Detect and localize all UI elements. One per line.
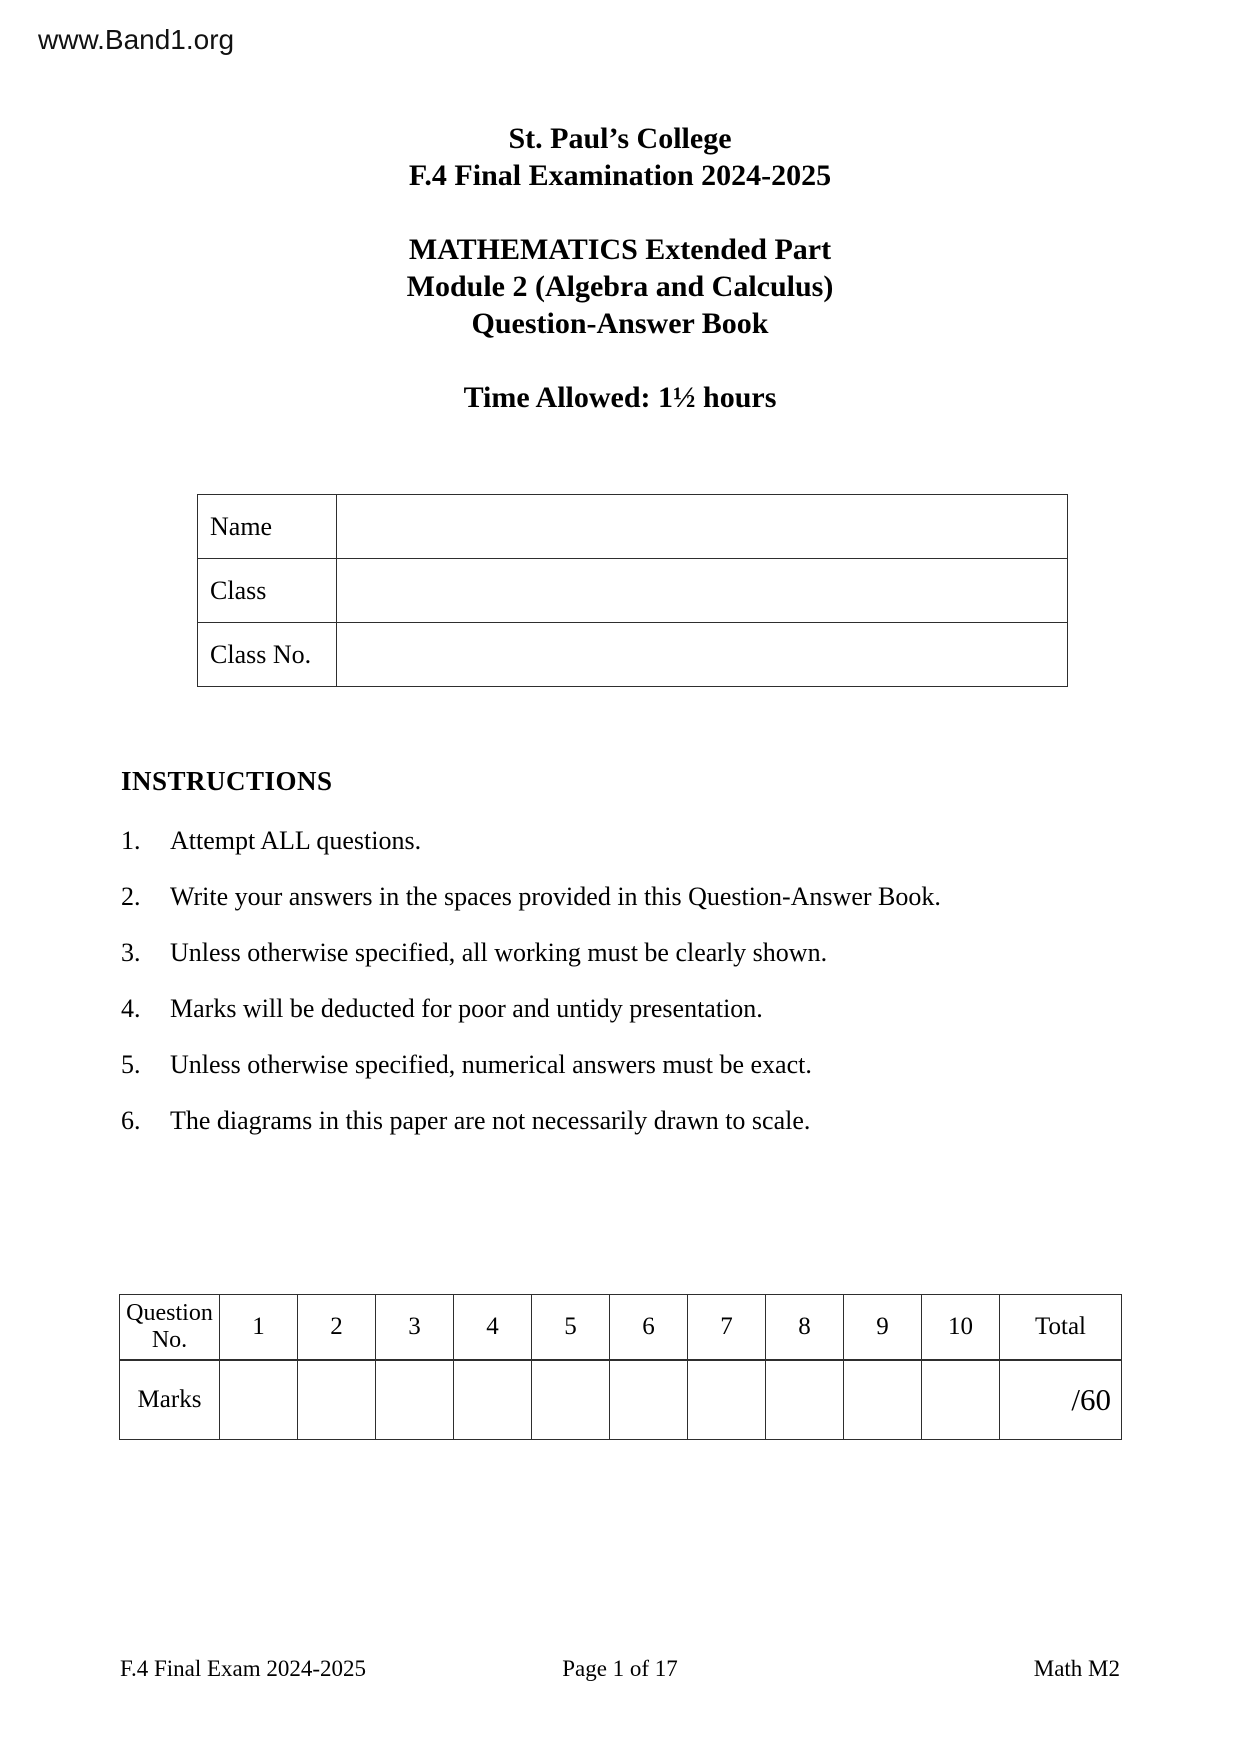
name-label: Name <box>198 495 337 559</box>
class-label: Class <box>198 559 337 623</box>
marks-cell <box>922 1360 1000 1440</box>
student-info-row-class <box>198 559 1068 623</box>
question-col-header: 4 <box>454 1295 532 1361</box>
instruction-number: 3. <box>121 938 141 967</box>
instruction-item <box>121 826 1121 856</box>
instruction-item <box>121 938 1121 968</box>
total-header: Total <box>1000 1295 1122 1361</box>
question-col-header: 7 <box>688 1295 766 1361</box>
question-no-header-line1: Question <box>126 1300 213 1326</box>
class-no-label: Class No. <box>198 623 337 687</box>
marks-table <box>119 1294 1122 1440</box>
question-col-header: 10 <box>922 1295 1000 1361</box>
instruction-text: Unless otherwise specified, all working must be clearly shown. <box>170 938 828 967</box>
student-info-row-classno <box>198 623 1068 687</box>
question-no-header <box>120 1295 220 1361</box>
instruction-text: Marks will be deducted for poor and untidy presentation. <box>170 994 763 1023</box>
marks-cell <box>688 1360 766 1440</box>
total-marks-value: /60 <box>1000 1360 1122 1440</box>
instruction-number: 1. <box>121 826 141 855</box>
class-value-cell <box>337 559 1068 623</box>
site-watermark: www.Band1.org <box>38 24 235 55</box>
question-col-header: 5 <box>532 1295 610 1361</box>
marks-cell <box>844 1360 922 1440</box>
question-col-header: 8 <box>766 1295 844 1361</box>
instructions-heading: INSTRUCTIONS <box>121 766 333 796</box>
marks-cell <box>766 1360 844 1440</box>
footer-paper-code: Math M2 <box>1033 1656 1120 1681</box>
marks-cell <box>298 1360 376 1440</box>
marks-table-marks-row <box>120 1360 1122 1440</box>
instruction-text: Unless otherwise specified, numerical answers must be exact. <box>170 1050 812 1079</box>
name-value-cell <box>337 495 1068 559</box>
instruction-text: The diagrams in this paper are not necessarily drawn to scale. <box>170 1106 811 1135</box>
instruction-number: 2. <box>121 882 141 911</box>
instruction-item <box>121 1050 1121 1080</box>
marks-label: Marks <box>120 1360 220 1440</box>
instruction-text: Attempt ALL questions. <box>170 826 422 855</box>
marks-cell <box>220 1360 298 1440</box>
title-spacer <box>0 342 1240 379</box>
marks-table-header-row <box>120 1295 1122 1361</box>
marks-cell <box>532 1360 610 1440</box>
instruction-number: 4. <box>121 994 141 1023</box>
student-info-row-name <box>198 495 1068 559</box>
instruction-item <box>121 994 1121 1024</box>
question-col-header: 9 <box>844 1295 922 1361</box>
class-no-value-cell <box>337 623 1068 687</box>
footer-exam-name: F.4 Final Exam 2024-2025 <box>120 1656 367 1681</box>
page-footer <box>120 1656 1120 1684</box>
question-col-header: 2 <box>298 1295 376 1361</box>
exam-title: F.4 Final Examination 2024-2025 <box>408 159 832 192</box>
marks-cell <box>376 1360 454 1440</box>
instruction-number: 5. <box>121 1050 141 1079</box>
student-info-table <box>197 494 1068 687</box>
title-block <box>0 120 1240 416</box>
question-col-header: 1 <box>220 1295 298 1361</box>
marks-cell <box>610 1360 688 1440</box>
instructions-list <box>121 826 1121 1162</box>
instruction-text: Write your answers in the spaces provided in this Question-Answer Book. <box>170 882 941 911</box>
footer-page-number: Page 1 of 17 <box>562 1656 678 1681</box>
book-title: Question-Answer Book <box>471 307 769 340</box>
instruction-item <box>121 1106 1121 1136</box>
module-title: Module 2 (Algebra and Calculus) <box>406 270 834 303</box>
time-allowed: Time Allowed: 1½ hours <box>463 381 777 414</box>
instruction-item <box>121 882 1121 912</box>
marks-cell <box>454 1360 532 1440</box>
title-spacer <box>0 194 1240 231</box>
question-col-header: 3 <box>376 1295 454 1361</box>
question-col-header: 6 <box>610 1295 688 1361</box>
instruction-number: 6. <box>121 1106 141 1135</box>
school-name: St. Paul’s College <box>508 122 732 155</box>
question-no-header-line2: No. <box>151 1327 188 1353</box>
subject-title: MATHEMATICS Extended Part <box>408 233 832 266</box>
